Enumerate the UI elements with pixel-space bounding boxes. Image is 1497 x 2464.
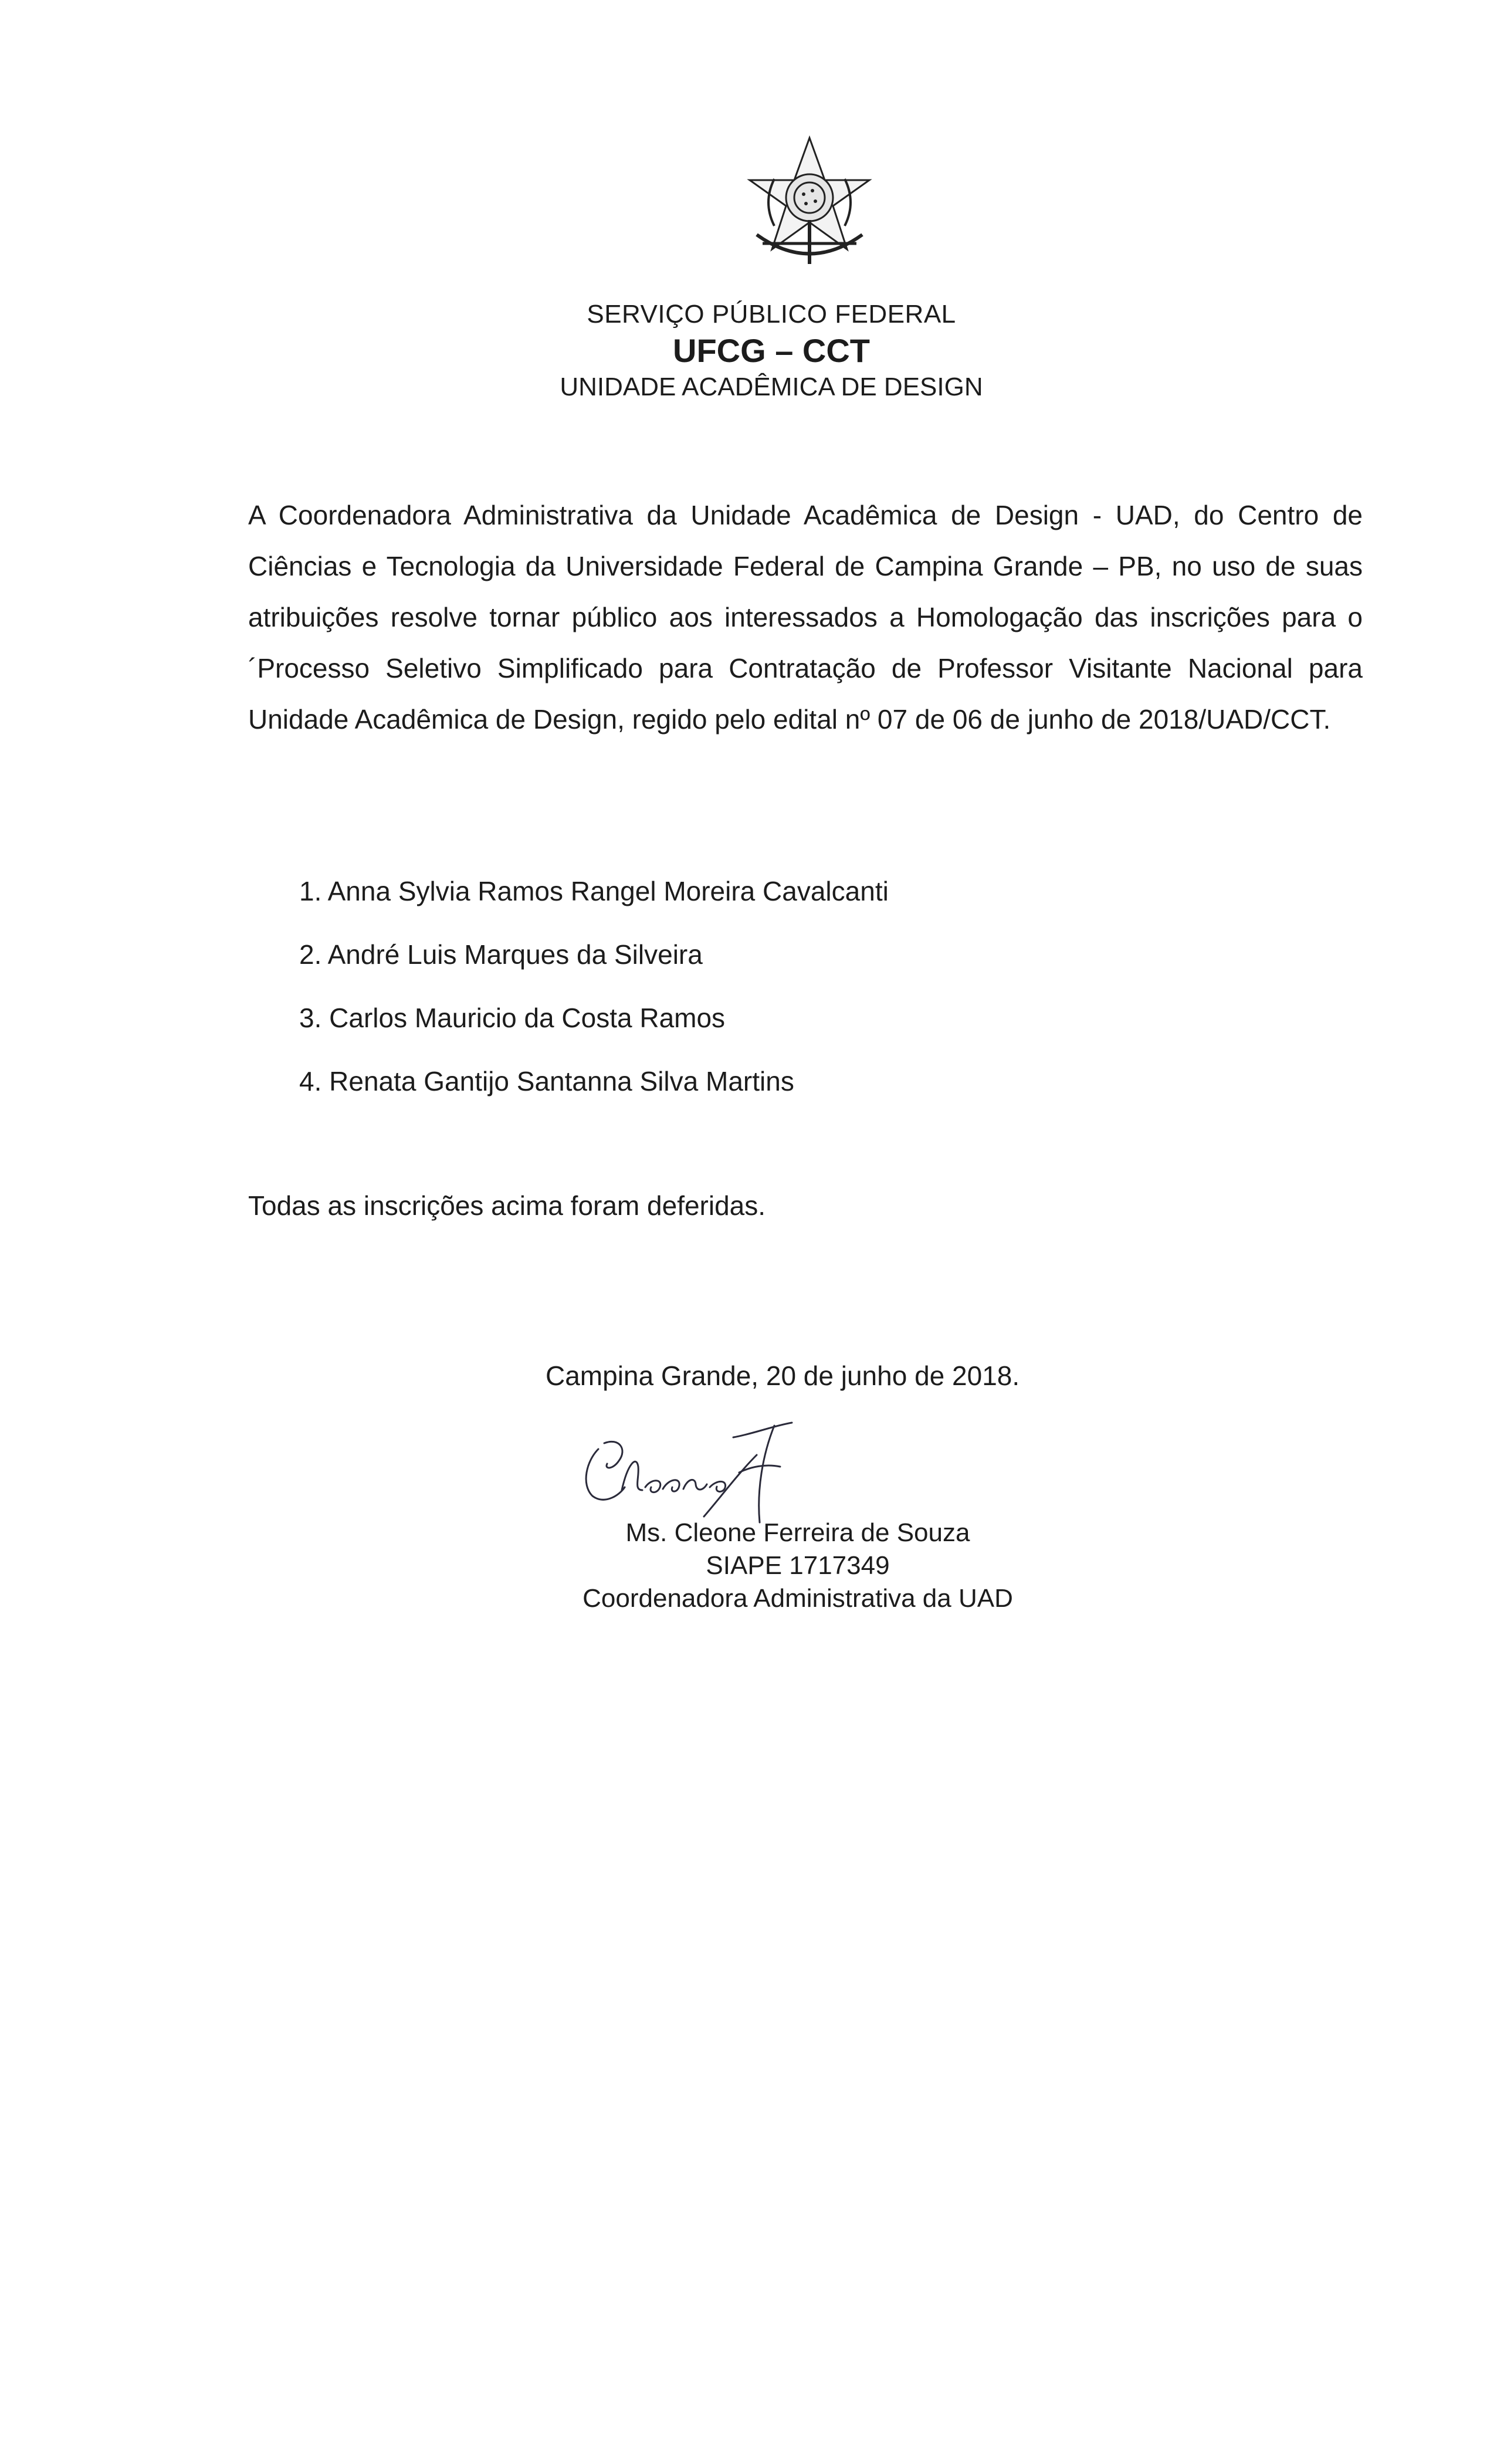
header-service: SERVIÇO PÚBLICO FEDERAL: [587, 300, 956, 329]
list-item: 1. Anna Sylvia Ramos Rangel Moreira Cavalcanti: [299, 876, 889, 906]
document-header: [0, 296, 1497, 405]
list-item: 4. Renata Gantijo Santanna Silva Martins: [299, 1066, 794, 1096]
signer-role: Coordenadora Administrativa da UAD: [582, 1584, 1013, 1613]
coat-of-arms-icon: [739, 132, 880, 273]
header-institution: UFCG – CCT: [673, 332, 870, 369]
candidate-list: [299, 859, 889, 1113]
header-unit: UNIDADE ACADÊMICA DE DESIGN: [560, 373, 983, 401]
signer-name: Ms. Cleone Ferreira de Souza: [625, 1518, 970, 1547]
signer-block: [551, 1517, 1044, 1615]
place-date: Campina Grande, 20 de junho de 2018.: [546, 1360, 1020, 1391]
signer-siape: SIAPE 1717349: [706, 1551, 890, 1580]
conclusion-text: Todas as inscrições acima foram deferidas.: [248, 1190, 766, 1221]
list-item: 2. André Luis Marques da Silveira: [299, 939, 703, 970]
list-item: 3. Carlos Mauricio da Costa Ramos: [299, 1003, 726, 1033]
body-paragraph: A Coordenadora Administrativa da Unidade Acadêmica de Design - UAD, do Centro de Ciências e Tecnologia da Universidade Federal de Campina Grande – PB, no uso de suas atribuições resolve tornar público aos interessados a Homologação das inscrições para o ´Processo Seletivo Simplificado para Contratação de Professor Visitante Nacional para Unidade Acadêmica de Design, regido pelo edital nº 07 de 06 de junho de 2018/UAD/CCT.: [248, 500, 1363, 735]
